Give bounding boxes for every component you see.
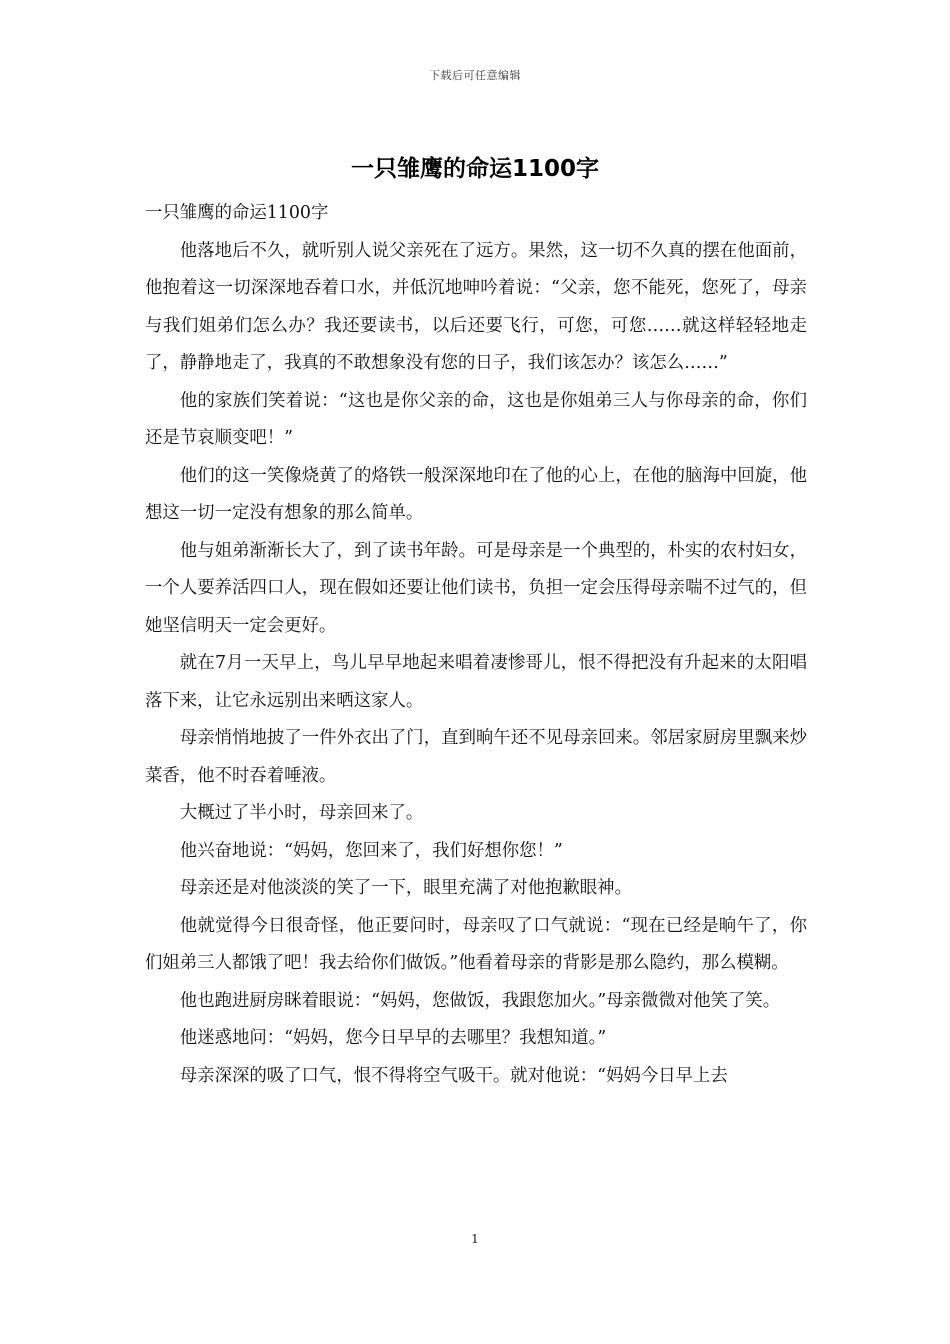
paragraph: 他与姐弟渐渐长大了，到了读书年龄。可是母亲是一个典型的，朴实的农村妇女，一个人要养活四口人，现在假如还要让他们读书，负担一定会压得母亲喘不过气的，但她坚信明天一定会更好。 bbox=[145, 540, 807, 636]
paragraph: 他也跑进厨房眯着眼说：“妈妈，您做饭，我跟您加火。”母亲微微对他笑了笑。 bbox=[179, 990, 781, 1011]
paragraph: 他就觉得今日很奇怪，他正要问时，母亲叹了口气就说：“现在已经是晌午了，你们姐弟三人都饿了吧！我去给你们做饭。”他看着母亲的背影是那么隐约，那么模糊。 bbox=[145, 915, 807, 973]
paragraph: 母亲还是对他淡淡的笑了一下，眼里充满了对他抱歉眼神。 bbox=[179, 878, 632, 898]
page-number: 1 bbox=[471, 1232, 479, 1246]
paragraph: 他们的这一笑像烧黄了的烙铁一般深深地印在了他的心上，在他的脑海中回旋，他想这一切一定没有想象的那么简单。 bbox=[145, 465, 807, 523]
paragraph: 他迷惑地问：“妈妈，您今日早早的去哪里？我想知道。” bbox=[179, 1028, 607, 1048]
document-subtitle: 一只雏鹰的命运1100字 bbox=[145, 203, 329, 223]
paragraph: 他落地后不久，就听别人说父亲死在了远方。果然，这一切不久真的摆在他面前，他抱着这一切深深地吞着口水，并低沉地呻吟着说：“父亲，您不能死，您死了，母亲与我们姐弟们怎么办？我还要读书，以后还要飞行，可您，可您……就这样轻轻地走了，静静地走了，我真的不敢想象没有您的日子，我们该怎办？该怎么……” bbox=[145, 240, 807, 373]
paragraph: 母亲深深的吸了口气，恨不得将空气吸干。就对他说：“妈妈今日早上去 bbox=[179, 1065, 728, 1086]
document-body bbox=[145, 195, 807, 1095]
paragraph: 大概过了半小时，母亲回来了。 bbox=[179, 803, 424, 823]
paragraph: 母亲悄悄地披了一件外衣出了门，直到晌午还不见母亲回来。邻居家厨房里飘来炒菜香，他不时吞着唾液。 bbox=[145, 728, 807, 786]
paragraph: 他兴奋地说：“妈妈，您回来了，我们好想你您！” bbox=[179, 840, 563, 861]
header-note: 下载后可任意编辑 bbox=[429, 69, 521, 82]
document-title: 一只雏鹰的命运1100字 bbox=[350, 156, 599, 182]
paragraph: 他的家族们笑着说：“这也是你父亲的命，这也是你姐弟三人与你母亲的命，你们还是节哀顺变吧！” bbox=[145, 390, 807, 448]
paragraph: 就在7月一天早上，鸟儿早早地起来唱着凄惨哥儿，恨不得把没有升起来的太阳唱落下来，让它永远别出来晒这家人。 bbox=[145, 653, 807, 711]
